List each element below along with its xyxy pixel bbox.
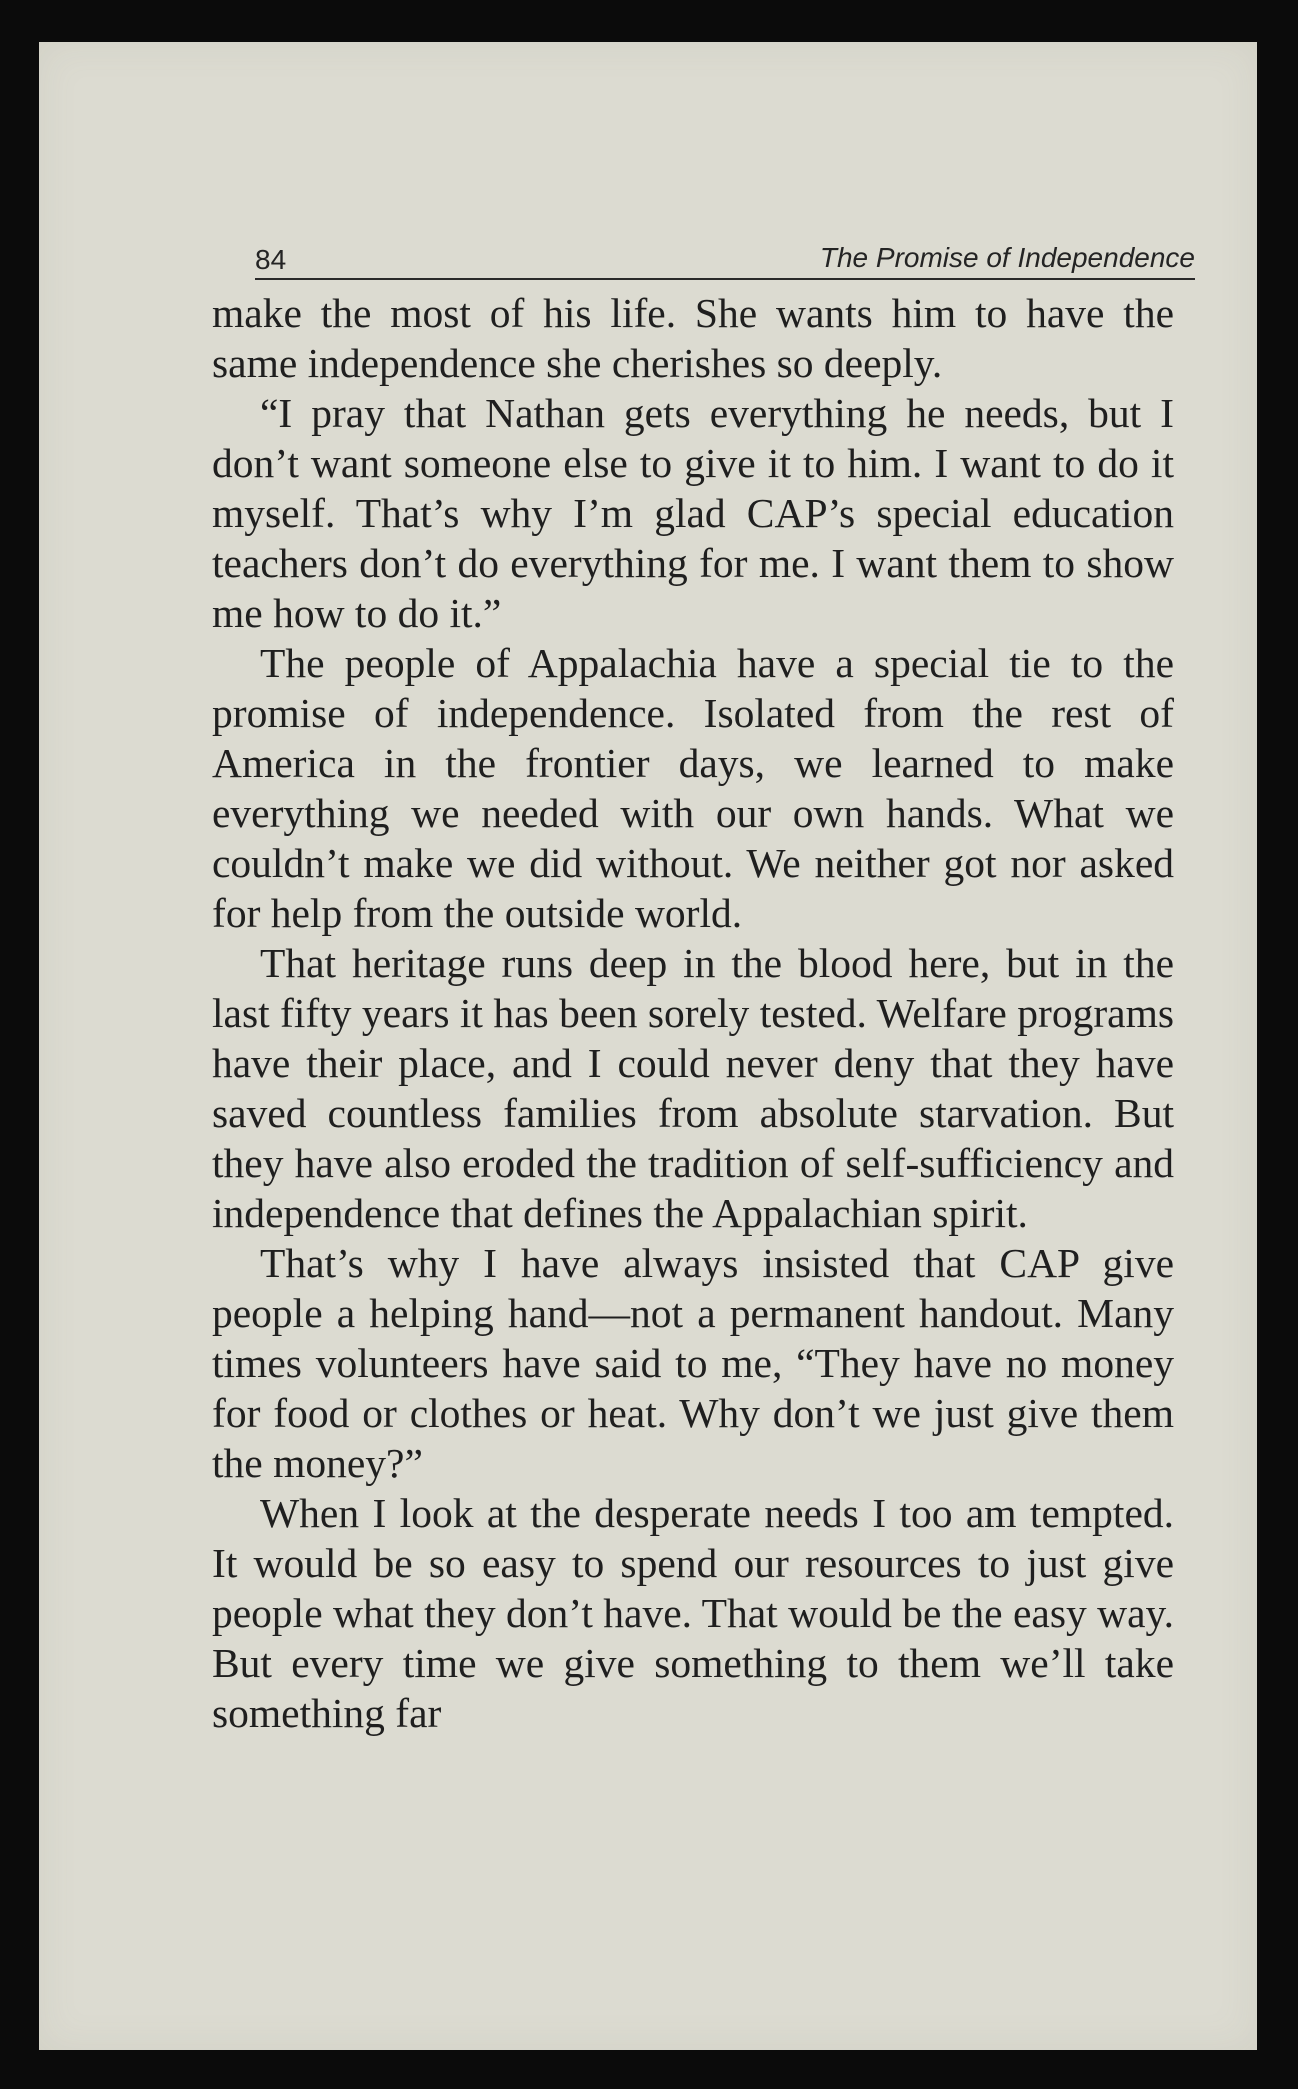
- paragraph: That heritage runs deep in the blood here, but in the last fifty years it has been sorely tested. Welfare programs have their place, and I could never deny that they have saved countless families from absolute starvation. But they have also eroded the tradition of self-sufficiency and independence that defines the Appalachian spirit.: [212, 940, 1174, 1236]
- paragraph-quote: “I pray that Nathan gets everything he needs, but I don’t want someone else to give it to him. I want to do it myself. That’s why I’m glad CAP’s special education teachers don’t do everything for me. I want them to show me how to do it.”: [212, 390, 1174, 636]
- paragraph: That’s why I have always insisted that CAP give people a helping hand—not a permanent handout. Many times volunteers have said to me, “They have no money for food or clothes or heat. Why don’t we just give them the money?”: [212, 1240, 1174, 1486]
- body-text: [212, 288, 1174, 1738]
- paragraph-continued: make the most of his life. She wants him to have the same independence she cherishes so deeply.: [212, 290, 1174, 386]
- paragraph: When I look at the desperate needs I too am tempted. It would be so easy to spend our resources to just give people what they don’t have. That would be the easy way. But every time we give something to them we’ll take something far: [212, 1490, 1174, 1736]
- page-number: 84: [255, 244, 287, 275]
- paragraph: The people of Appalachia have a special tie to the promise of independence. Isolated from the rest of America in the frontier days, we learned to make everything we needed with our own hands. What we couldn’t make we did without. We neither got nor asked for help from the outside world.: [212, 640, 1174, 936]
- running-title: The Promise of Independence: [819, 242, 1195, 273]
- page-header: [255, 238, 1195, 280]
